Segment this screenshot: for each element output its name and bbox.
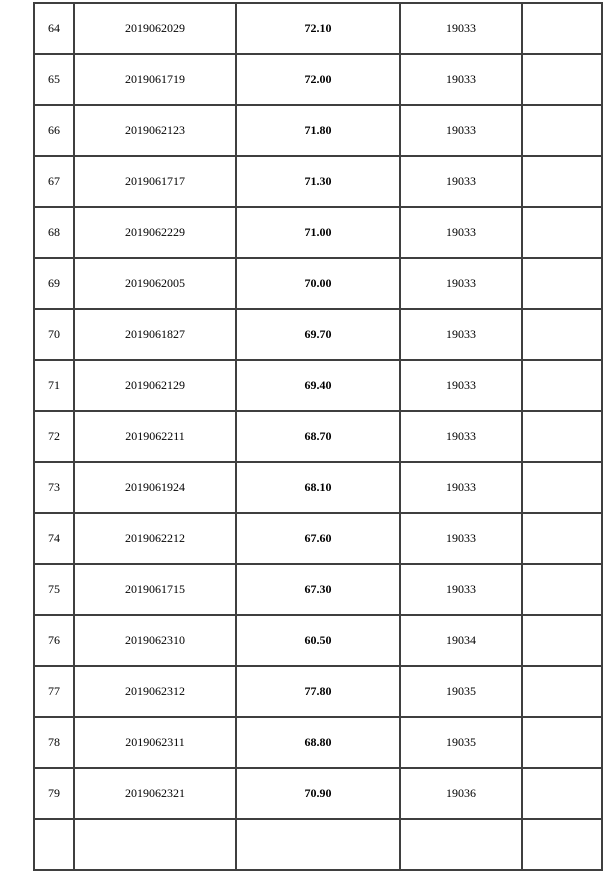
- note-cell: [522, 513, 602, 564]
- score-cell: 60.50: [236, 615, 400, 666]
- candidate-id-cell: 2019062211: [74, 411, 236, 462]
- table-row: [34, 360, 602, 411]
- candidate-id-cell: 2019062029: [74, 3, 236, 54]
- note-cell: [522, 309, 602, 360]
- rank-cell: [34, 819, 74, 870]
- rank-cell: 78: [34, 717, 74, 768]
- position-code-cell: 19036: [400, 768, 522, 819]
- note-cell: [522, 564, 602, 615]
- table-row: [34, 615, 602, 666]
- position-code-cell: 19033: [400, 3, 522, 54]
- table-row: [34, 309, 602, 360]
- score-cell: 71.80: [236, 105, 400, 156]
- position-code-cell: 19033: [400, 462, 522, 513]
- rank-cell: 69: [34, 258, 74, 309]
- note-cell: [522, 156, 602, 207]
- note-cell: [522, 411, 602, 462]
- score-cell: 77.80: [236, 666, 400, 717]
- rank-cell: 68: [34, 207, 74, 258]
- table-row: [34, 819, 602, 870]
- table-row: [34, 3, 602, 54]
- table-row: [34, 462, 602, 513]
- score-cell: 68.70: [236, 411, 400, 462]
- note-cell: [522, 207, 602, 258]
- rank-cell: 73: [34, 462, 74, 513]
- note-cell: [522, 54, 602, 105]
- score-cell: 72.00: [236, 54, 400, 105]
- candidate-id-cell: 2019061827: [74, 309, 236, 360]
- note-cell: [522, 3, 602, 54]
- table-row: [34, 768, 602, 819]
- position-code-cell: 19033: [400, 564, 522, 615]
- table-row: [34, 156, 602, 207]
- score-cell: 71.30: [236, 156, 400, 207]
- score-cell: 70.90: [236, 768, 400, 819]
- table-row: [34, 717, 602, 768]
- rank-cell: 79: [34, 768, 74, 819]
- candidate-id-cell: [74, 819, 236, 870]
- rank-cell: 77: [34, 666, 74, 717]
- candidate-id-cell: 2019062229: [74, 207, 236, 258]
- score-cell: 67.60: [236, 513, 400, 564]
- score-cell: 68.10: [236, 462, 400, 513]
- rank-cell: 66: [34, 105, 74, 156]
- position-code-cell: 19033: [400, 411, 522, 462]
- score-cell: 70.00: [236, 258, 400, 309]
- position-code-cell: 19033: [400, 156, 522, 207]
- table-body: [34, 3, 602, 870]
- score-cell: 67.30: [236, 564, 400, 615]
- candidate-id-cell: 2019062310: [74, 615, 236, 666]
- note-cell: [522, 360, 602, 411]
- position-code-cell: 19033: [400, 258, 522, 309]
- position-code-cell: 19033: [400, 54, 522, 105]
- position-code-cell: 19033: [400, 105, 522, 156]
- rank-cell: 64: [34, 3, 74, 54]
- position-code-cell: 19033: [400, 309, 522, 360]
- candidate-id-cell: 2019062129: [74, 360, 236, 411]
- rank-cell: 75: [34, 564, 74, 615]
- note-cell: [522, 717, 602, 768]
- table-row: [34, 54, 602, 105]
- candidate-id-cell: 2019062321: [74, 768, 236, 819]
- note-cell: [522, 105, 602, 156]
- rank-cell: 74: [34, 513, 74, 564]
- score-cell: 71.00: [236, 207, 400, 258]
- table-row: [34, 258, 602, 309]
- score-cell: 72.10: [236, 3, 400, 54]
- candidate-id-cell: 2019061719: [74, 54, 236, 105]
- position-code-cell: 19034: [400, 615, 522, 666]
- note-cell: [522, 258, 602, 309]
- table-row: [34, 513, 602, 564]
- candidate-id-cell: 2019061717: [74, 156, 236, 207]
- score-table: [33, 2, 603, 871]
- rank-cell: 65: [34, 54, 74, 105]
- candidate-id-cell: 2019061715: [74, 564, 236, 615]
- rank-cell: 70: [34, 309, 74, 360]
- table-row: [34, 666, 602, 717]
- table-row: [34, 564, 602, 615]
- score-cell: 69.70: [236, 309, 400, 360]
- note-cell: [522, 768, 602, 819]
- rank-cell: 67: [34, 156, 74, 207]
- position-code-cell: 19035: [400, 666, 522, 717]
- candidate-id-cell: 2019062312: [74, 666, 236, 717]
- candidate-id-cell: 2019062123: [74, 105, 236, 156]
- rank-cell: 72: [34, 411, 74, 462]
- score-cell: 69.40: [236, 360, 400, 411]
- note-cell: [522, 615, 602, 666]
- table-row: [34, 105, 602, 156]
- candidate-id-cell: 2019062311: [74, 717, 236, 768]
- candidate-id-cell: 2019062005: [74, 258, 236, 309]
- score-cell: [236, 819, 400, 870]
- rank-cell: 76: [34, 615, 74, 666]
- note-cell: [522, 462, 602, 513]
- table-row: [34, 411, 602, 462]
- table-row: [34, 207, 602, 258]
- score-cell: 68.80: [236, 717, 400, 768]
- position-code-cell: 19035: [400, 717, 522, 768]
- position-code-cell: 19033: [400, 207, 522, 258]
- position-code-cell: 19033: [400, 360, 522, 411]
- candidate-id-cell: 2019061924: [74, 462, 236, 513]
- note-cell: [522, 666, 602, 717]
- note-cell: [522, 819, 602, 870]
- position-code-cell: [400, 819, 522, 870]
- position-code-cell: 19033: [400, 513, 522, 564]
- rank-cell: 71: [34, 360, 74, 411]
- candidate-id-cell: 2019062212: [74, 513, 236, 564]
